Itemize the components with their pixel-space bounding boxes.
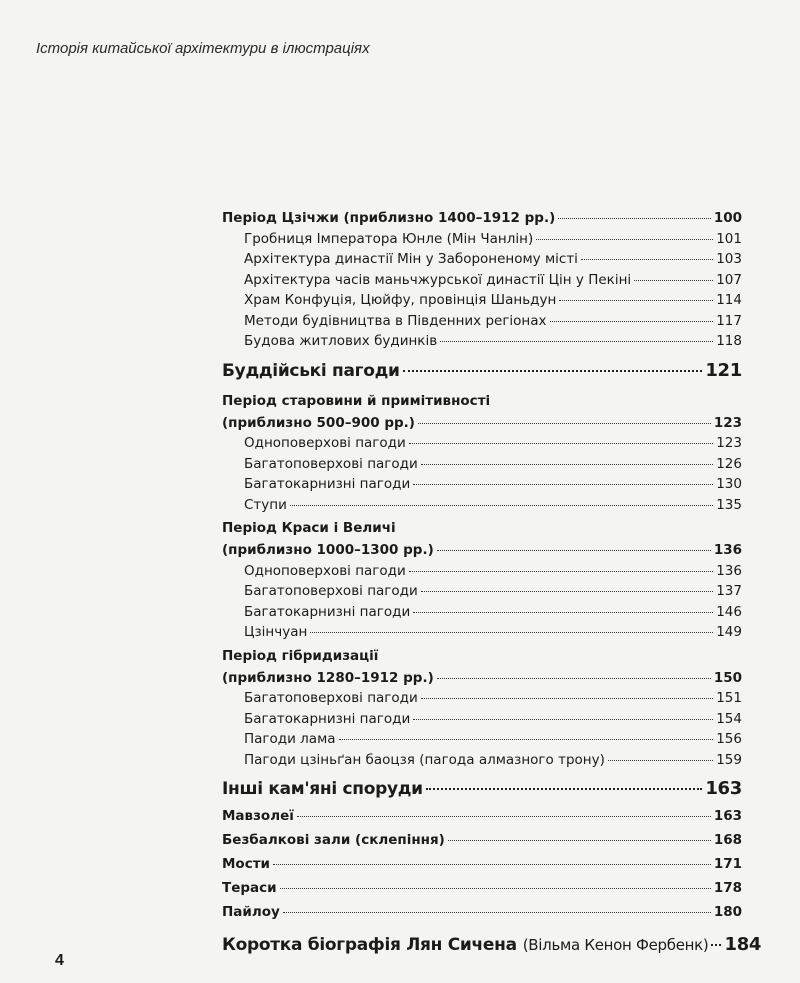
toc-entry-title: Архітектура династії Мін у Забороненому місті <box>244 251 578 267</box>
toc-section-author: (Вільма Кенон Фербенк) <box>522 936 709 954</box>
toc-page-number: 178 <box>713 880 742 896</box>
toc-entry[interactable] <box>222 904 742 928</box>
toc-entry-title: Період гібридизації <box>222 647 379 664</box>
leader-dots <box>426 788 703 790</box>
toc-entry[interactable] <box>222 752 742 773</box>
leader-dots <box>440 341 713 342</box>
leader-dots <box>290 505 713 506</box>
leader-dots <box>558 218 711 219</box>
toc-entry-title: Одноповерхові пагоди <box>244 435 406 451</box>
toc-page-number: 101 <box>716 230 742 247</box>
toc-page-number: 149 <box>716 624 742 640</box>
toc-entry[interactable] <box>222 808 742 832</box>
toc-section-title: Буддійські пагоди <box>222 360 400 381</box>
leader-dots <box>437 678 711 679</box>
toc-entry[interactable] <box>222 542 742 563</box>
leader-dots <box>421 464 713 465</box>
toc-entry-title: Пагоди лама <box>244 731 336 747</box>
toc-entry-title: Багатокарнизні пагоди <box>244 603 411 620</box>
toc-entry[interactable] <box>222 435 742 456</box>
toc-entry-title: Архітектура часів маньчжурської династії Цін у Пекіні <box>244 271 632 288</box>
toc-entry-title: (приблизно 1280–1912 рр.) <box>222 669 434 686</box>
toc-page-number: 168 <box>713 832 742 848</box>
toc-entry[interactable] <box>222 690 742 711</box>
toc-entry[interactable] <box>222 210 742 231</box>
toc-page-number: 163 <box>713 808 742 824</box>
toc-page-number: 150 <box>713 669 742 686</box>
toc-entry[interactable] <box>222 497 742 518</box>
toc-entry-title: Мости <box>222 856 270 872</box>
toc-entry[interactable] <box>222 563 742 584</box>
toc-entry-title: Храм Конфуція, Цюйфу, провінція Шаньдун <box>244 292 557 308</box>
toc-subheading <box>222 648 742 670</box>
leader-dots <box>409 443 713 444</box>
toc-entry-title: (приблизно 500–900 рр.) <box>222 414 415 431</box>
toc-entry-title: Багатокарнизні пагоди <box>244 476 411 492</box>
toc-page-number: 151 <box>716 690 742 706</box>
leader-dots <box>437 550 711 551</box>
toc-page-number: 100 <box>713 210 742 226</box>
toc-page-number: 130 <box>716 476 742 492</box>
toc-entry[interactable] <box>222 292 742 313</box>
toc-entry-title: Гробниця Імператора Юнле (Мін Чанлін) <box>244 230 534 247</box>
leader-dots <box>448 840 711 841</box>
toc-entry-title: Будова житлових будинків <box>244 333 438 349</box>
leader-dots <box>280 888 711 889</box>
toc-entry[interactable] <box>222 313 742 334</box>
toc-entry-title: Період Цзічжи (приблизно 1400–1912 рр.) <box>222 210 556 226</box>
toc-page-number: 154 <box>716 710 742 727</box>
running-header: Історія китайської архітектури в ілюстраціях <box>36 40 370 57</box>
toc-page-number: 184 <box>724 934 762 955</box>
table-of-contents <box>222 210 762 964</box>
toc-entry-title: Тераси <box>222 880 277 896</box>
toc-entry[interactable] <box>222 272 742 293</box>
leader-dots <box>310 632 713 633</box>
toc-entry-title: Період старовини й примітивності <box>222 392 491 409</box>
toc-entry-title: Безбалкові зали (склепіння) <box>222 832 445 848</box>
toc-entry-title: Багатоповерхові пагоди <box>244 455 418 472</box>
toc-entry-title: Одноповерхові пагоди <box>244 562 406 579</box>
toc-entry-title: Методи будівництва в Південних регіонах <box>244 312 547 329</box>
toc-page-number: 123 <box>716 435 742 451</box>
toc-entry-title: Період Краси і Величі <box>222 520 396 536</box>
toc-entry-title: Пайлоу <box>222 904 280 920</box>
toc-section[interactable] <box>222 934 762 964</box>
toc-section-title: Інші кам'яні споруди <box>222 779 423 799</box>
toc-entry[interactable] <box>222 856 742 880</box>
page-number: 4 <box>55 952 64 969</box>
leader-dots <box>536 239 713 240</box>
toc-page-number: 123 <box>713 414 742 431</box>
toc-entry-title: Багатоповерхові пагоди <box>244 583 418 599</box>
leader-dots <box>421 698 713 699</box>
toc-page-number: 156 <box>716 731 742 747</box>
toc-page-number: 107 <box>716 271 742 288</box>
toc-entry-title: Ступи <box>244 496 287 513</box>
toc-page-number: 126 <box>716 455 742 472</box>
leader-dots <box>550 321 714 322</box>
toc-page-number: 114 <box>716 292 742 308</box>
toc-entry[interactable] <box>222 476 742 497</box>
toc-entry[interactable] <box>222 583 742 604</box>
toc-page-number: 118 <box>716 333 742 349</box>
leader-dots <box>403 370 703 372</box>
toc-page-number: 171 <box>713 856 742 872</box>
leader-dots <box>339 739 714 740</box>
toc-subheading <box>222 520 742 542</box>
toc-page-number: 117 <box>716 312 742 329</box>
toc-entry-title: Багатокарнизні пагоди <box>244 710 411 727</box>
leader-dots <box>711 944 721 946</box>
toc-page-number: 135 <box>716 496 742 513</box>
toc-entry[interactable] <box>222 624 742 645</box>
toc-entry[interactable] <box>222 415 742 436</box>
toc-section-title: Коротка біографія Лян Сичена <box>222 935 517 955</box>
toc-page-number: 180 <box>713 904 742 920</box>
leader-dots <box>608 760 713 761</box>
leader-dots <box>409 571 713 572</box>
toc-entry[interactable] <box>222 711 742 732</box>
toc-entry[interactable] <box>222 333 742 354</box>
toc-page-number: 136 <box>713 542 742 558</box>
toc-entry[interactable] <box>222 604 742 625</box>
toc-page-number: 103 <box>716 251 742 267</box>
toc-entry-title: Пагоди цзіньґан баоцзя (пагода алмазного трону) <box>244 751 605 768</box>
leader-dots <box>273 864 711 865</box>
toc-entry[interactable] <box>222 456 742 477</box>
toc-section[interactable] <box>222 360 742 390</box>
leader-dots <box>283 912 711 913</box>
toc-entry[interactable] <box>222 670 742 691</box>
toc-page-number: 136 <box>716 562 742 579</box>
toc-page-number: 146 <box>716 603 742 620</box>
toc-entry-title: Багатоповерхові пагоди <box>244 690 418 706</box>
toc-entry[interactable] <box>222 251 742 272</box>
leader-dots <box>418 423 711 424</box>
toc-entry-title: (приблизно 1000–1300 рр.) <box>222 542 434 558</box>
leader-dots <box>413 719 713 720</box>
toc-entry[interactable] <box>222 880 742 904</box>
leader-dots <box>413 612 713 613</box>
toc-subheading <box>222 393 742 415</box>
toc-page-number: 137 <box>716 583 742 599</box>
toc-page-number: 121 <box>705 359 742 381</box>
toc-section[interactable] <box>222 778 742 808</box>
toc-entry[interactable] <box>222 731 742 752</box>
leader-dots <box>421 591 713 592</box>
toc-page-number: 159 <box>716 751 742 768</box>
toc-page-number: 163 <box>705 778 742 799</box>
toc-entry-title: Цзінчуан <box>244 624 308 640</box>
leader-dots <box>413 484 713 485</box>
leader-dots <box>634 280 713 281</box>
toc-entry[interactable] <box>222 832 742 856</box>
leader-dots <box>297 816 711 817</box>
toc-entry-title: Мавзолеї <box>222 808 294 824</box>
toc-entry[interactable] <box>222 231 742 252</box>
leader-dots <box>559 300 713 301</box>
leader-dots <box>581 259 713 260</box>
